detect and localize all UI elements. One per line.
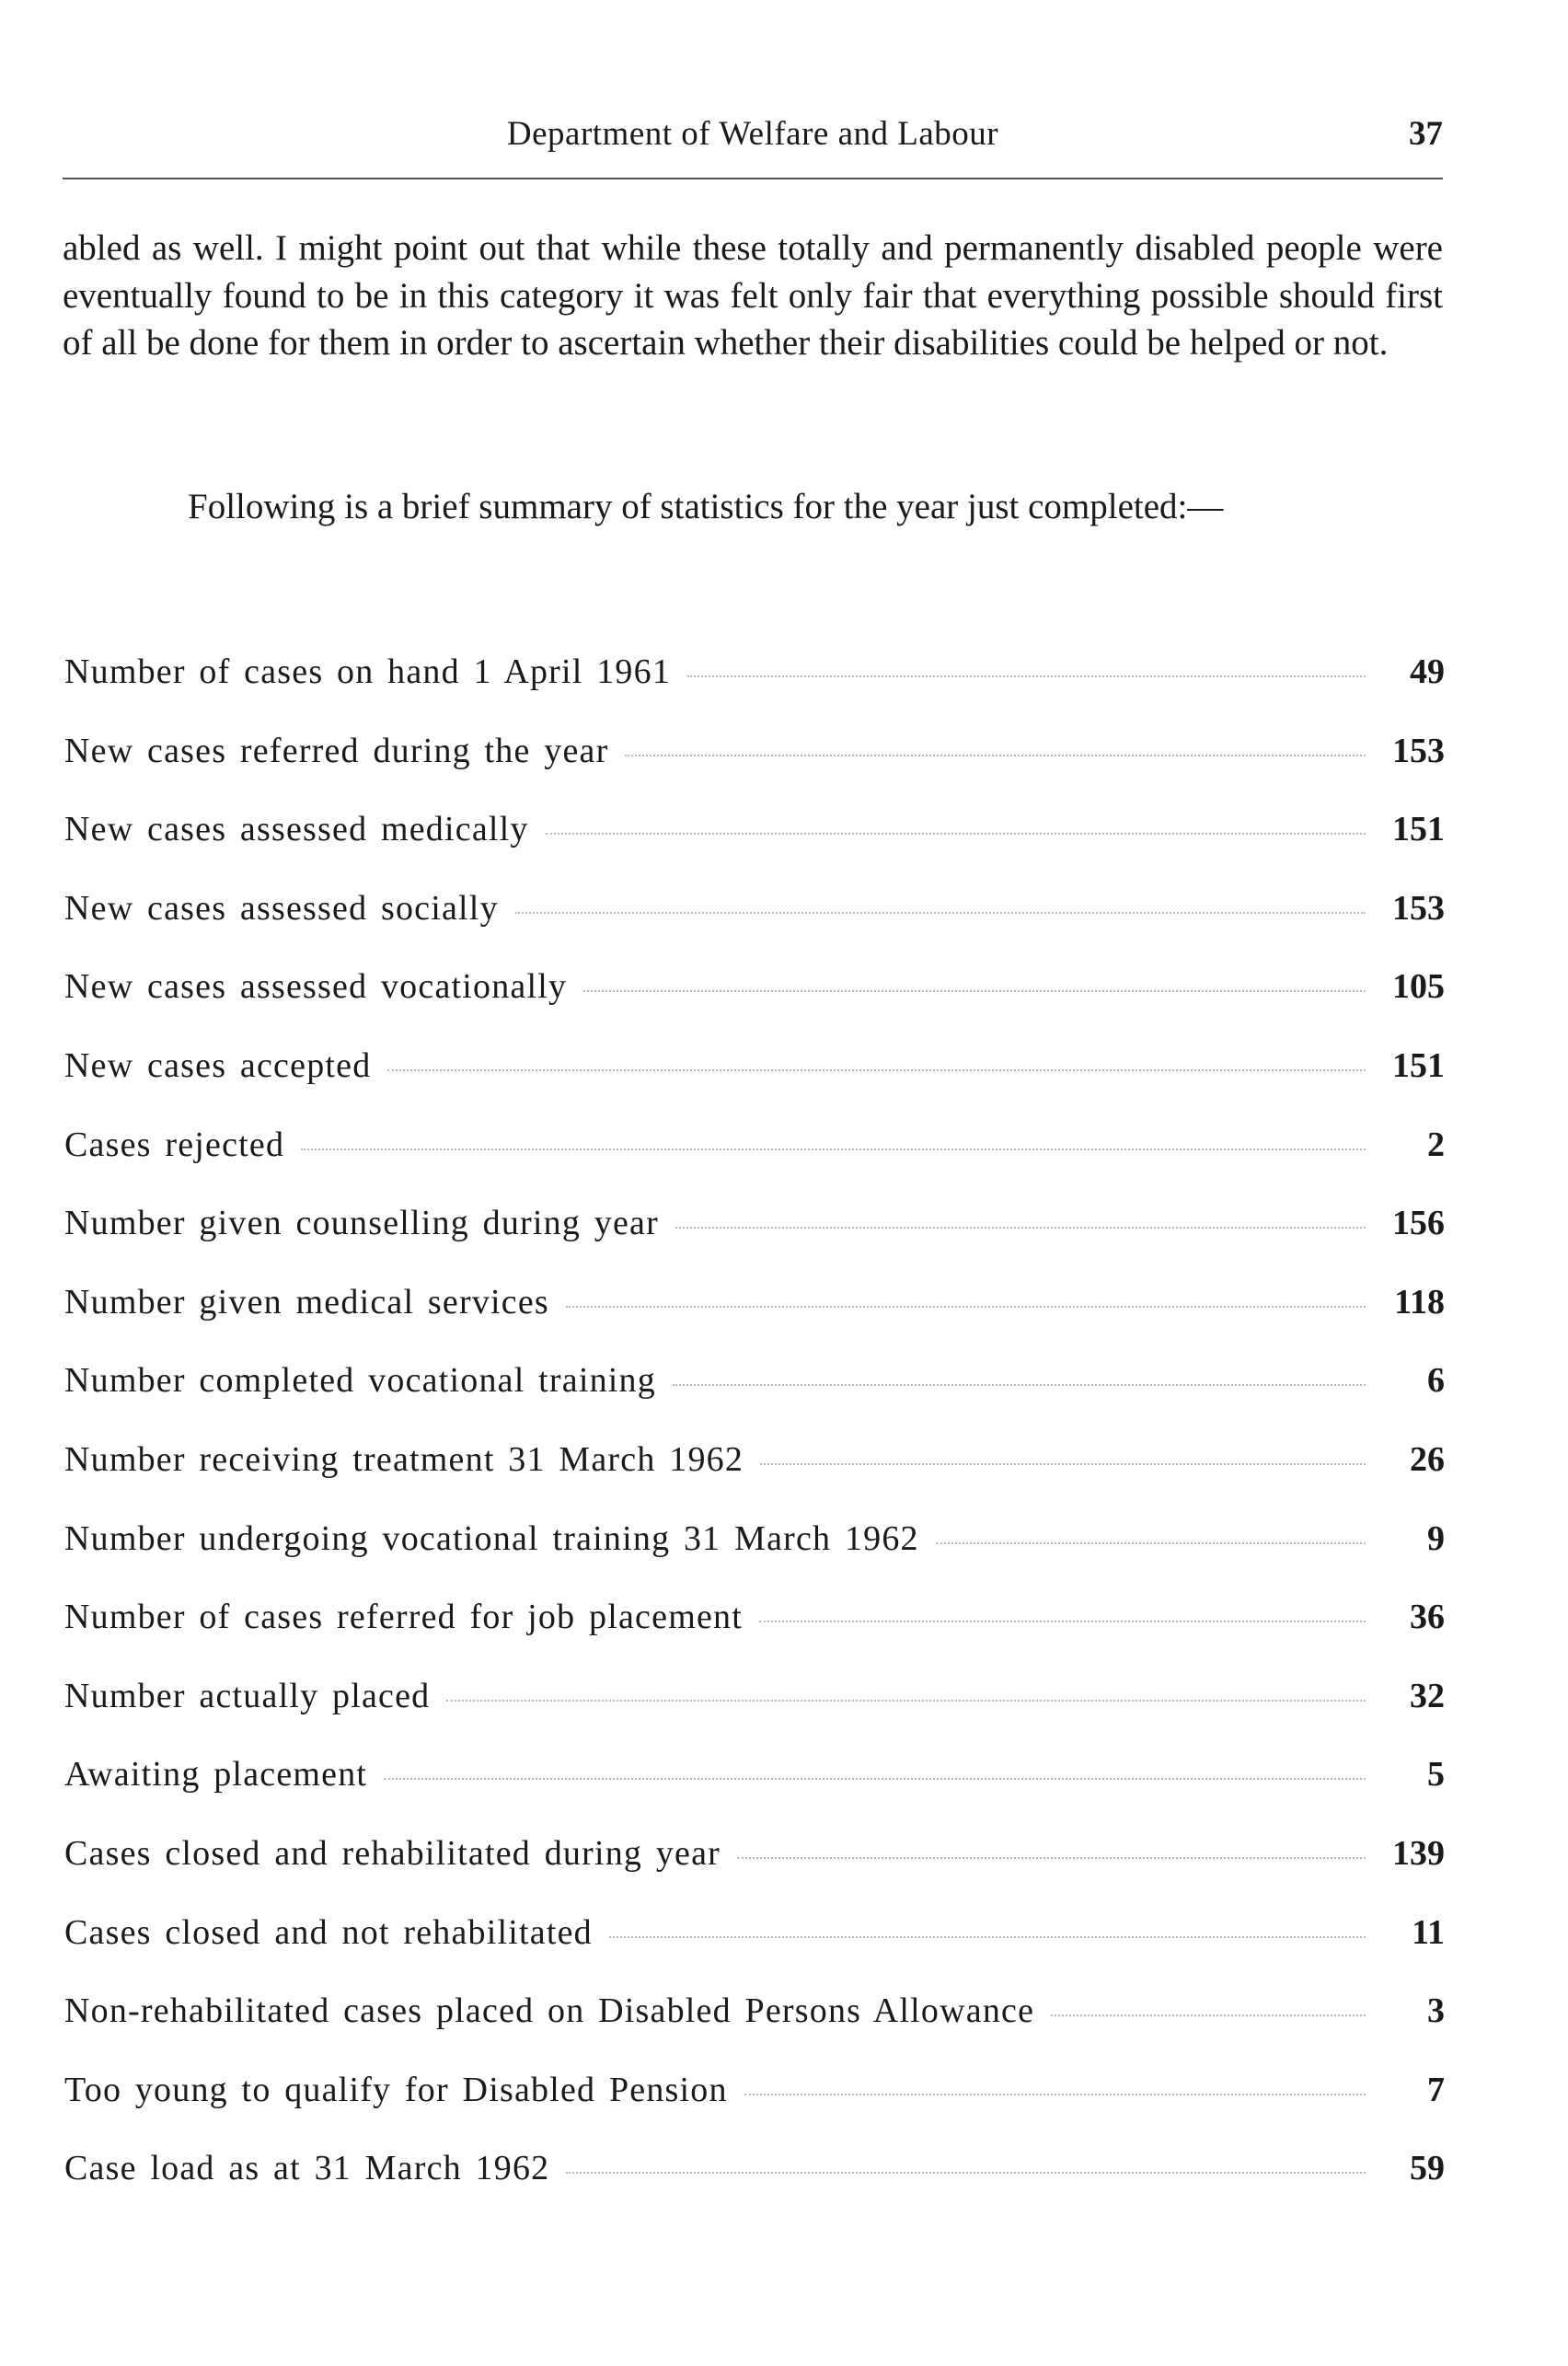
statistic-value: 5 <box>1427 1755 1445 1795</box>
statistics-row <box>64 1518 1445 1598</box>
body-paragraph-continued: abled as well. I might point out that while these totally and permanently disabled people were eventually found to be in this category it was felt only fair that everything possible should first of all be done for them in order to ascertain whether their disabilities could be helped or not. <box>63 228 1443 363</box>
statistics-row <box>64 888 1445 967</box>
statistic-value: 11 <box>1412 1912 1445 1952</box>
dot-leader <box>759 1621 1366 1622</box>
statistics-row <box>64 1754 1445 1833</box>
statistic-value: 118 <box>1394 1282 1445 1321</box>
statistics-row <box>64 1045 1445 1125</box>
statistics-row <box>64 652 1445 731</box>
statistics-row <box>64 1360 1445 1439</box>
dot-leader <box>609 1936 1366 1938</box>
statistic-label: Awaiting placement <box>64 1755 368 1795</box>
statistic-label: Cases rejected <box>64 1125 285 1164</box>
statistic-value: 26 <box>1410 1439 1445 1479</box>
statistic-value: 156 <box>1392 1204 1445 1243</box>
statistics-row <box>64 1833 1445 1912</box>
statistics-row <box>64 1439 1445 1518</box>
statistic-label: Number actually placed <box>64 1676 431 1715</box>
dot-leader <box>1051 2014 1366 2016</box>
statistic-label: Non-rehabilitated cases placed on Disabled Persons Allowance <box>64 1991 1035 2031</box>
statistic-value: 139 <box>1392 1833 1445 1873</box>
dot-leader <box>583 990 1366 992</box>
statistic-label: Number completed vocational training <box>64 1361 656 1401</box>
dot-leader <box>744 2094 1366 2095</box>
statistic-value: 36 <box>1410 1598 1445 1637</box>
statistics-row <box>64 731 1445 810</box>
statistic-label: New cases assessed medically <box>64 810 529 849</box>
statistics-row <box>64 1282 1445 1361</box>
statistic-label: Number of cases referred for job placement <box>64 1598 743 1637</box>
dot-leader <box>675 1227 1366 1229</box>
running-head: Department of Welfare and Labour <box>506 115 999 153</box>
statistic-value: 59 <box>1410 2149 1445 2188</box>
statistic-value: 49 <box>1410 652 1445 691</box>
statistic-value: 32 <box>1410 1676 1445 1715</box>
dot-leader <box>546 833 1366 835</box>
statistics-row <box>64 1125 1445 1204</box>
statistic-value: 151 <box>1392 810 1445 849</box>
statistic-label: New cases accepted <box>64 1045 372 1085</box>
dot-leader <box>566 2172 1366 2174</box>
statistic-label: Cases closed and rehabilitated during year <box>64 1833 721 1873</box>
statistics-row <box>64 1203 1445 1282</box>
body-paragraph-intro: Following is a brief summary of statistics for the year just completed:— <box>188 487 1224 526</box>
dot-leader <box>384 1778 1366 1780</box>
statistic-value: 153 <box>1392 888 1445 928</box>
statistic-label: Number undergoing vocational training 31 March 1962 <box>64 1518 919 1558</box>
dot-leader <box>566 1306 1366 1308</box>
statistic-label: New cases assessed vocationally <box>64 967 568 1007</box>
statistics-row <box>64 1991 1445 2070</box>
statistic-value: 105 <box>1392 967 1445 1007</box>
statistic-label: Number receiving treatment 31 March 1962 <box>64 1439 744 1479</box>
dot-leader <box>515 912 1366 914</box>
statistics-row <box>64 2070 1445 2149</box>
header-rule <box>63 178 1443 179</box>
statistic-label: Number given medical services <box>64 1282 549 1321</box>
page-header <box>63 110 1443 166</box>
dot-leader <box>936 1542 1366 1544</box>
statistics-row <box>64 1597 1445 1676</box>
statistic-value: 2 <box>1427 1125 1445 1164</box>
statistic-label: Number of cases on hand 1 April 1961 <box>64 652 672 691</box>
dot-leader <box>673 1384 1366 1386</box>
statistic-value: 9 <box>1427 1518 1445 1558</box>
dot-leader <box>387 1069 1366 1071</box>
statistics-row <box>64 966 1445 1045</box>
statistic-value: 7 <box>1427 2070 1445 2109</box>
dot-leader <box>625 755 1366 756</box>
dot-leader <box>737 1857 1366 1859</box>
statistic-value: 3 <box>1427 1991 1445 2031</box>
statistics-row <box>64 1676 1445 1755</box>
statistic-label: Too young to qualify for Disabled Pension <box>64 2070 728 2109</box>
statistics-list <box>64 652 1445 2227</box>
statistic-value: 153 <box>1392 731 1445 770</box>
statistic-label: New cases assessed socially <box>64 888 499 928</box>
statistic-label: Number given counselling during year <box>64 1204 659 1243</box>
statistic-label: New cases referred during the year <box>64 731 609 770</box>
dot-leader <box>301 1148 1366 1150</box>
statistic-label: Case load as at 31 March 1962 <box>64 2149 550 2188</box>
page-number: 37 <box>1409 115 1443 153</box>
statistic-value: 6 <box>1427 1361 1445 1401</box>
dot-leader <box>687 675 1366 677</box>
statistics-row <box>64 2148 1445 2227</box>
dot-leader <box>760 1463 1366 1465</box>
statistic-value: 151 <box>1392 1045 1445 1085</box>
dot-leader <box>446 1700 1366 1702</box>
statistic-label: Cases closed and not rehabilitated <box>64 1912 593 1952</box>
statistics-row <box>64 809 1445 888</box>
statistics-row <box>64 1912 1445 1991</box>
